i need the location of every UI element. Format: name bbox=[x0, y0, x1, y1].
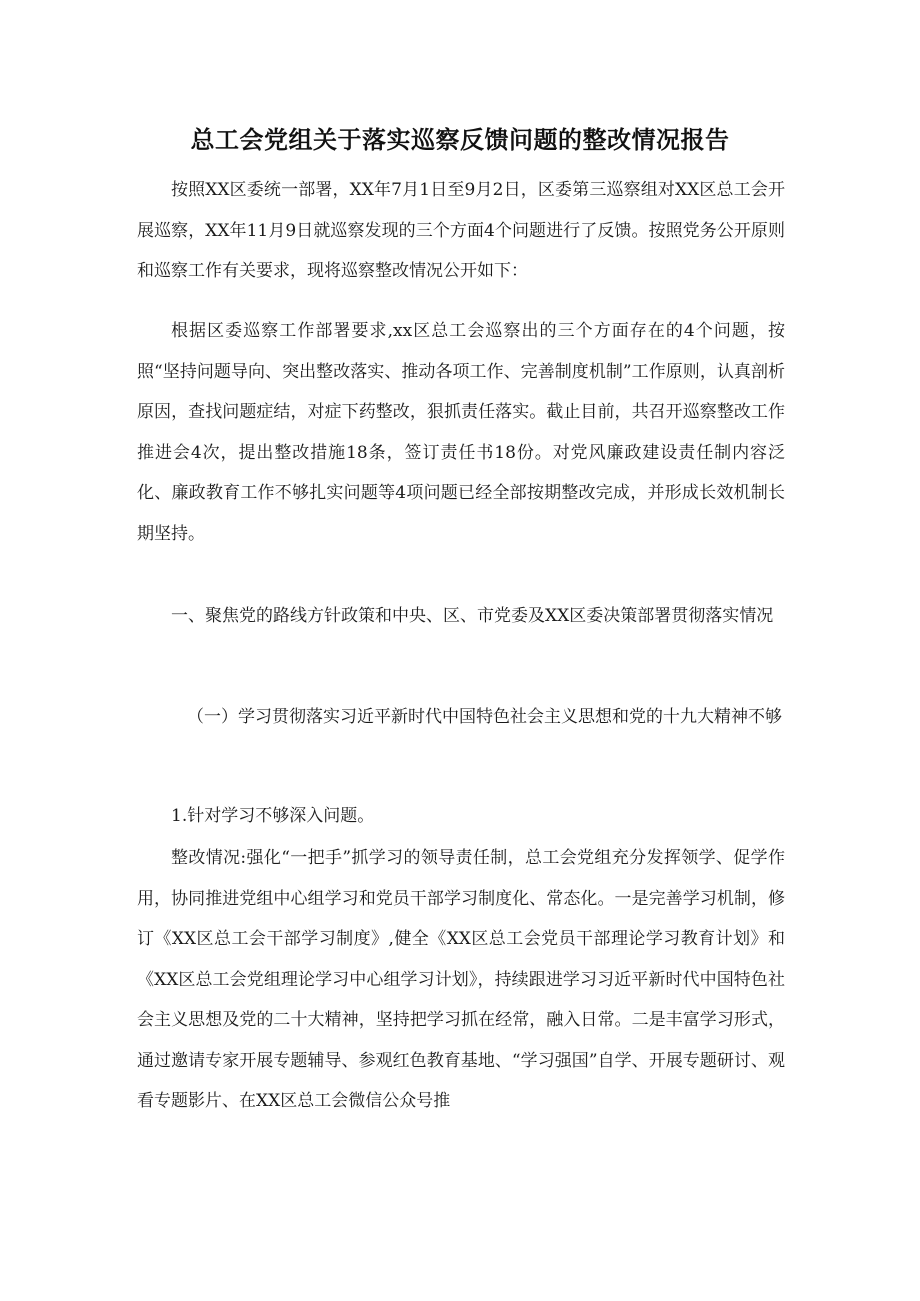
paragraph-rectification: 整改情况:强化“一把手”抓学习的领导责任制，总工会党组充分发挥领学、促学作用，协同推进党组中心组学习和党员干部学习制度化、常态化。一是完善学习机制，修订《XX区总工会干部学习制度》,健全《XX区总工会党员干部理论学习教育计划》和《XX区总工会党组理论学习中心组学习计划》，持续跟进学习习近平新时代中国特色社会主义思想及党的二十大精神，坚持把学习抓在经常，融入日常。二是丰富学习形式，通过邀请专家开展专题辅导、参观红色教育基地、“学习强国”自学、开展专题研讨、观看专题影片、在XX区总工会微信公众号推 bbox=[137, 848, 785, 1111]
subsection-heading-1: （一）学习贯彻落实习近平新时代中国特色社会主义思想和党的十九大精神不够 bbox=[187, 707, 782, 727]
document-title: 总工会党组关于落实巡察反馈问题的整改情况报告 bbox=[190, 126, 730, 154]
item-heading-1: 1.针对学习不够深入问题。 bbox=[171, 806, 375, 826]
paragraph-summary: 根据区委巡察工作部署要求,xx区总工会巡察出的三个方面存在的4个问题，按照“坚持问题导向、突出整改落实、推动各项工作、完善制度机制”工作原则，认真剖析原因，查找问题症结，对症下药整改，狠抓责任落实。截止目前，共召开巡察整改工作推进会4次，提出整改措施18条，签订责任书18份。对党风廉政建设责任制内容泛化、廉政教育工作不够扎实问题等4项问题已经全部按期整改完成，并形成长效机制长期坚持。 bbox=[137, 321, 785, 544]
section-heading-1: 一、聚焦党的路线方针政策和中央、区、市党委及XX区委决策部署贯彻落实情况 bbox=[171, 606, 774, 626]
paragraph-intro: 按照XX区委统一部署，XX年7月1日至9月2日，区委第三巡察组对XX区总工会开展巡察，XX年11月9日就巡察发现的三个方面4个问题进行了反馈。按照党务公开原则和巡察工作有关要求，现将巡察整改情况公开如下： bbox=[137, 180, 785, 281]
